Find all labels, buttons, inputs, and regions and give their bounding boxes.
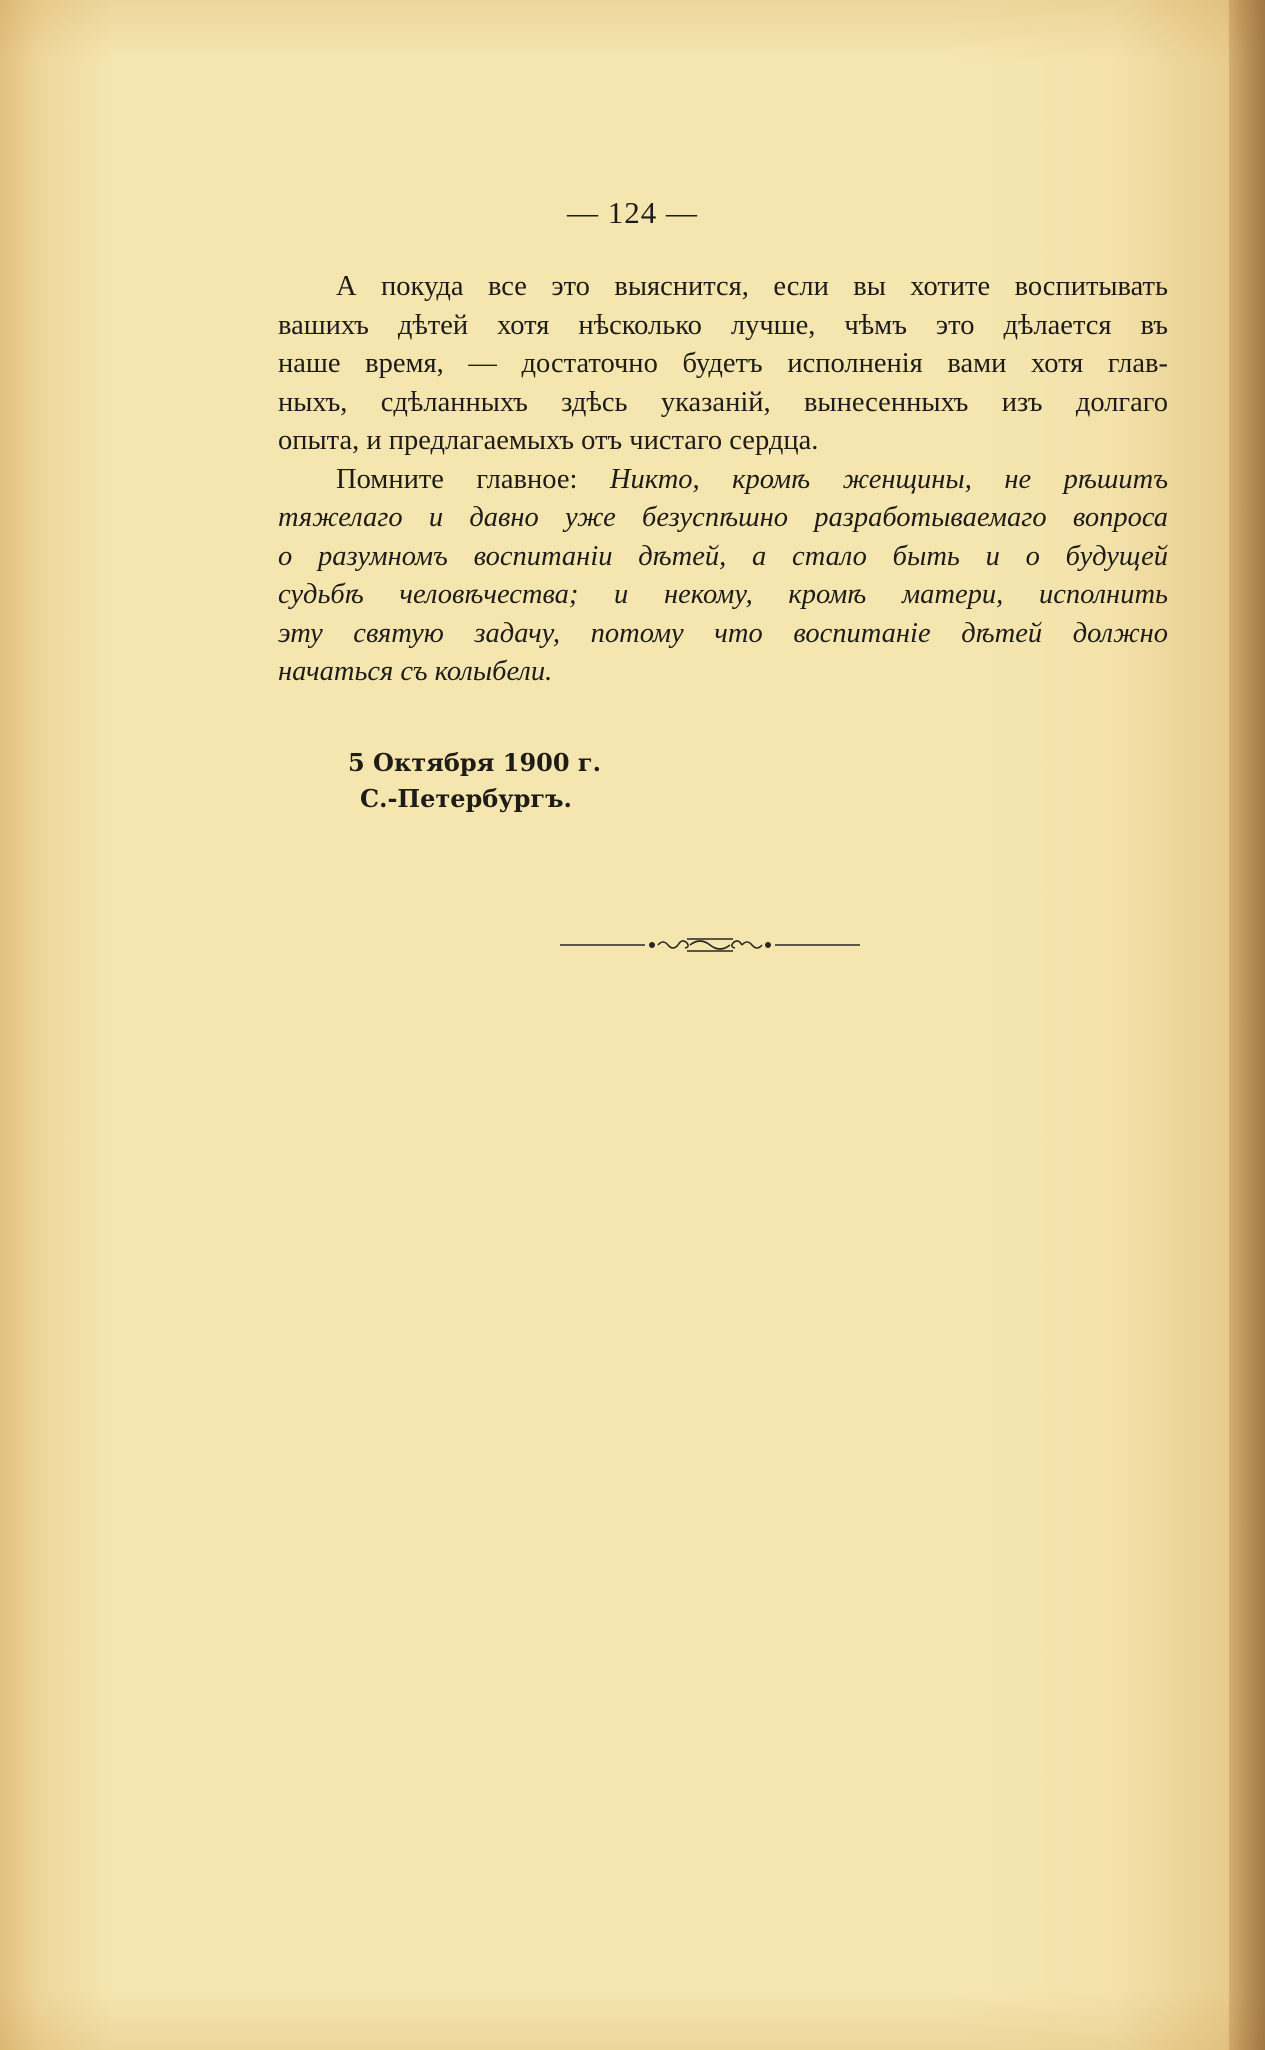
paragraph-2-line-4: судьбѣ человѣчества; и некому, кромѣ матери, исполнить — [278, 579, 1168, 610]
paragraph-1-line-2: вашихъ дѣтей хотя нѣсколько лучше, чѣмъ это дѣлается въ — [278, 309, 1168, 341]
paragraph-1-line-5: опыта, и предлагаемыхъ отъ чистаго сердца. — [278, 425, 819, 456]
page-number: — 124 — — [567, 195, 698, 230]
paragraph-2-line-5: эту святую задачу, потому что воспитаніе дѣтей должно — [278, 617, 1168, 649]
page-edge-shadow — [1229, 0, 1265, 2050]
paragraph-2-line-2: тяжелаго и давно уже безуспѣшно разработываемаго вопроса — [278, 502, 1168, 533]
paragraph-2-line-1 — [278, 461, 1168, 500]
paragraph-1-line-1: А покуда все это выяснится, если вы хотите воспитывать — [336, 271, 1168, 302]
paragraph-2-emphasis-start: Никто, кромѣ женщины, не рѣшитъ — [609, 463, 1168, 495]
ornament-divider-icon — [560, 925, 860, 965]
paragraph-1-line-3: наше время, — достаточно будетъ исполненія вами хотя глав- — [278, 348, 1168, 379]
paragraph-2-line-3: о разумномъ воспитаніи дѣтей, а стало быть и о будущей — [278, 540, 1168, 572]
signature-place: С.-Петербургъ. — [360, 784, 572, 813]
paragraph-2 — [278, 461, 1168, 692]
body-text — [278, 268, 1168, 692]
signature-block — [348, 745, 601, 817]
paragraph-1-line-4: ныхъ, сдѣланныхъ здѣсь указаній, вынесенныхъ изъ долгаго — [278, 386, 1168, 418]
paragraph-2-line-6: начаться съ колыбели. — [278, 656, 553, 687]
paragraph-2-lead-in: Помните главное: — [336, 463, 610, 495]
paragraph-1 — [278, 268, 1168, 461]
signature-date: 5 Октября 1900 г. — [348, 748, 601, 777]
